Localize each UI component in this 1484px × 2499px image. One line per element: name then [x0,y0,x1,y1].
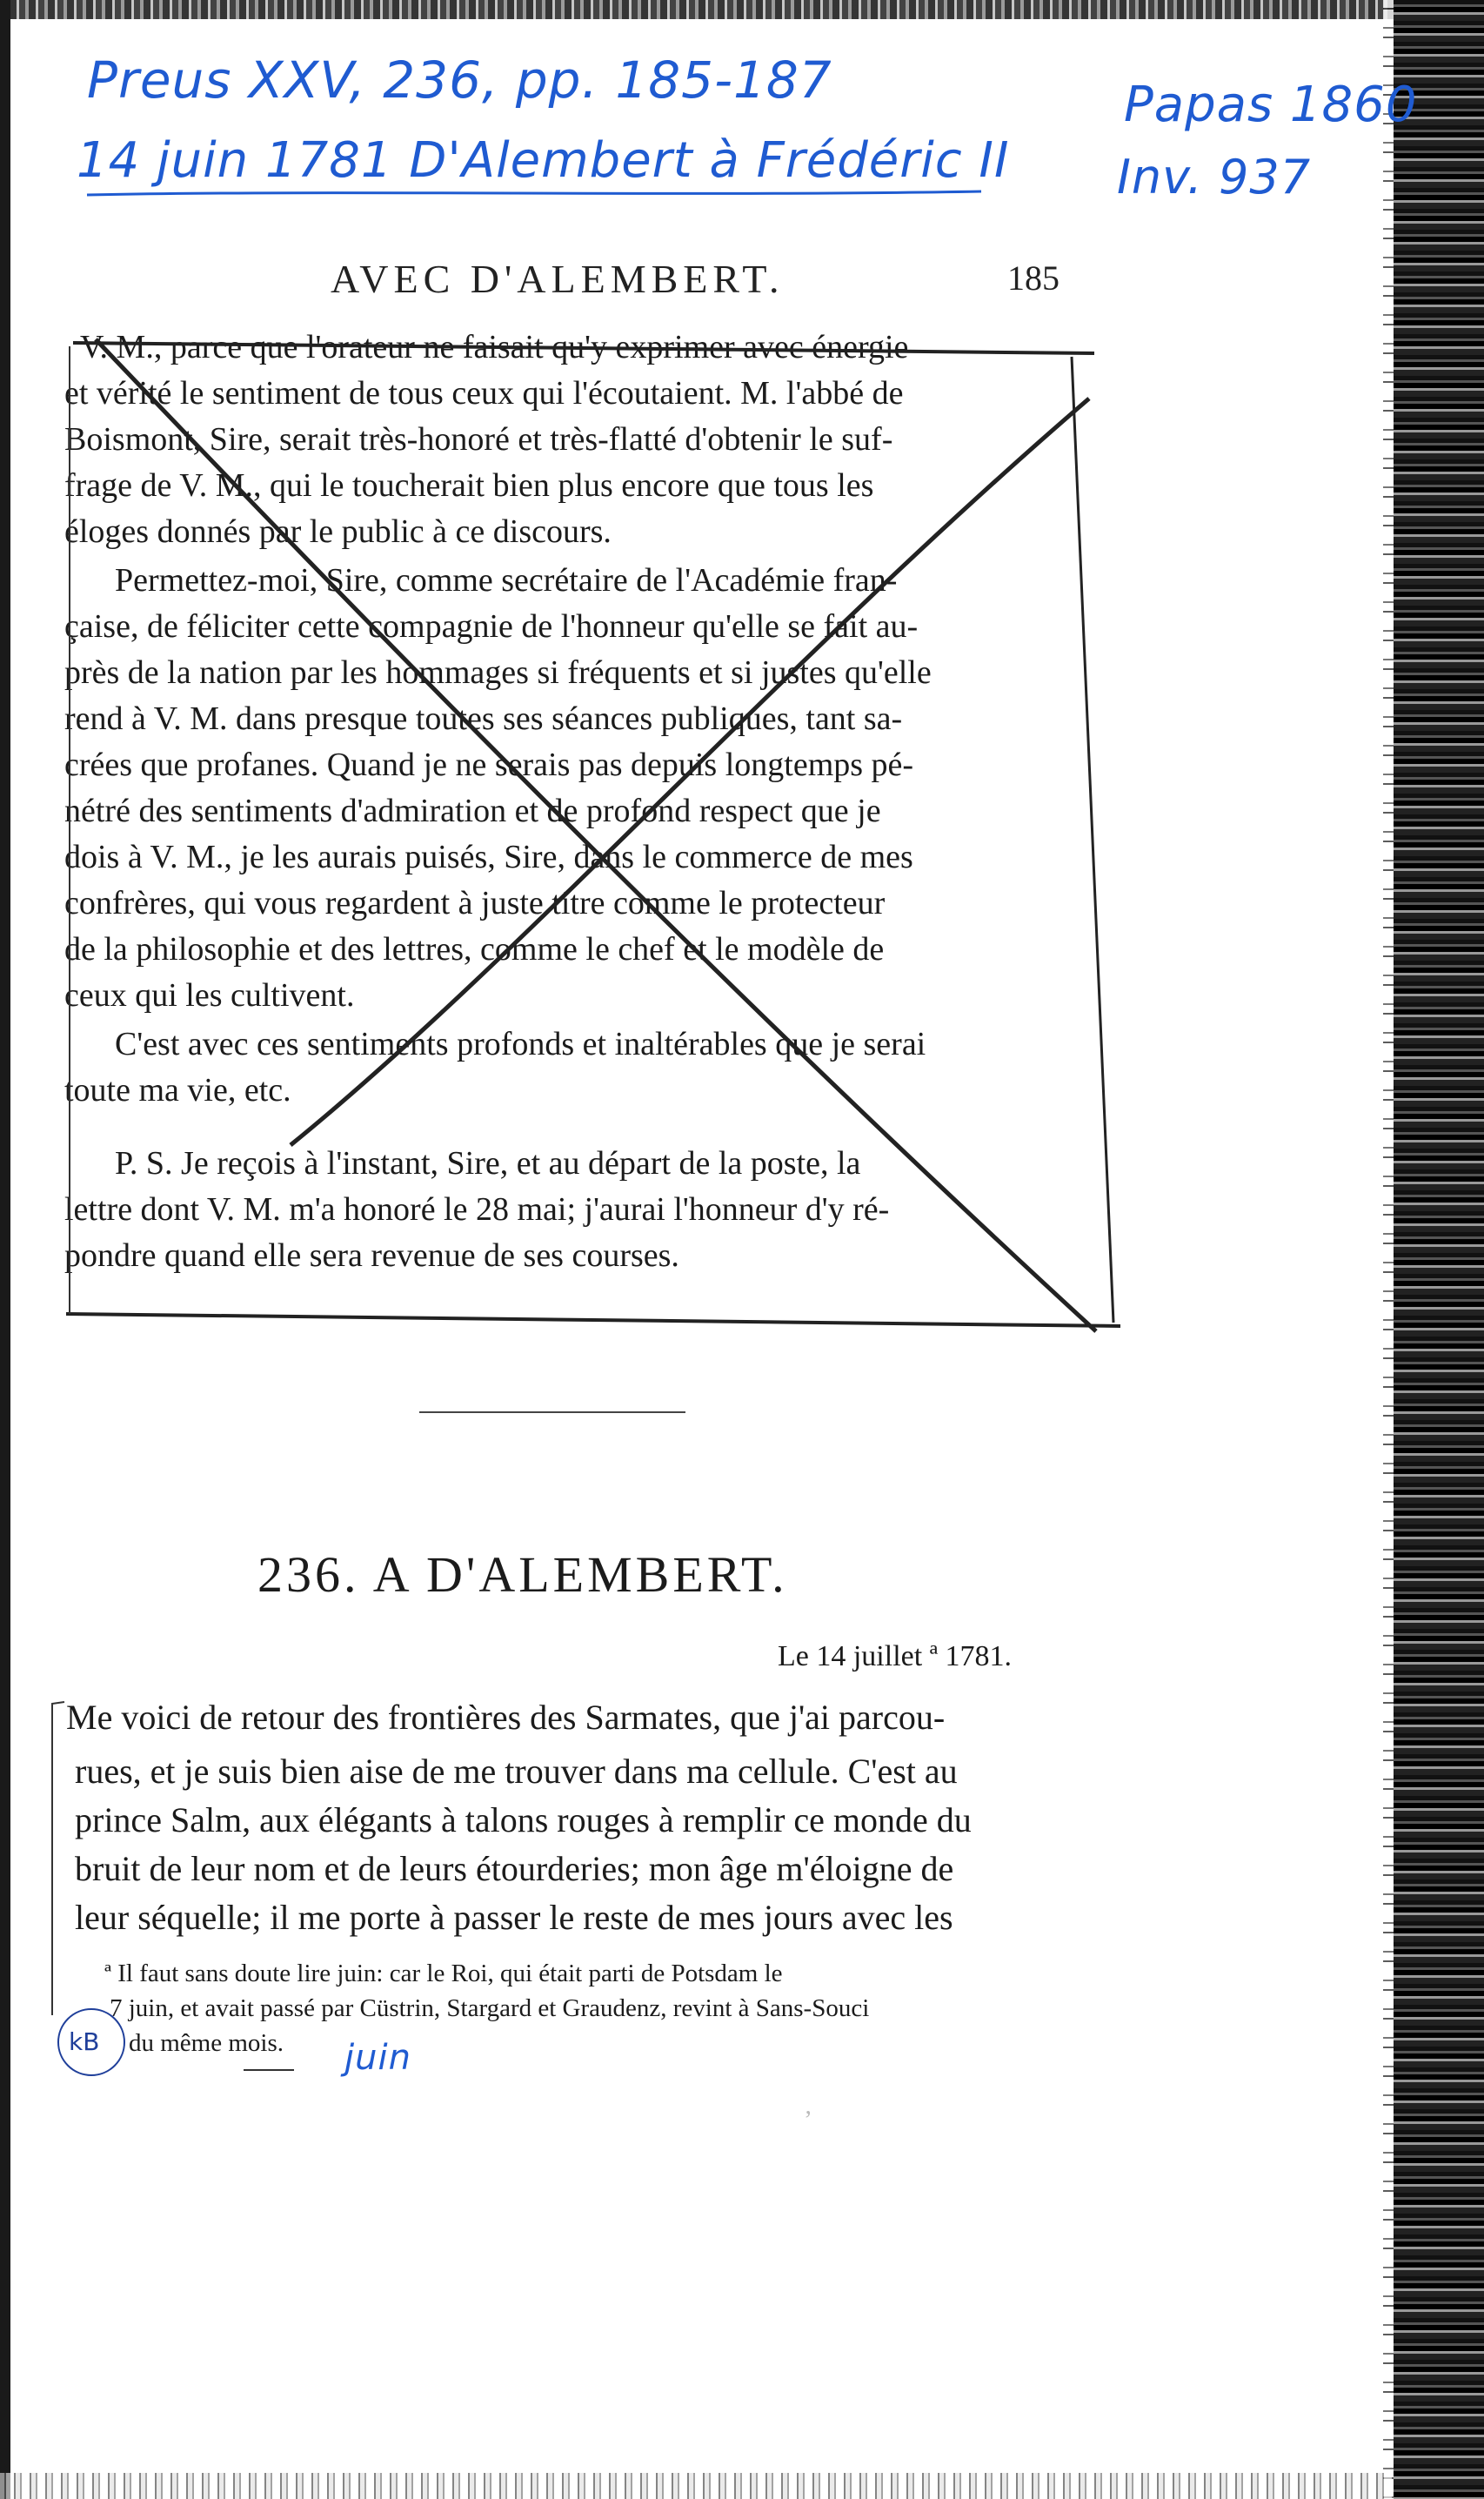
crossed-line: lettre dont V. M. m'a honoré le 28 mai; j'aurai l'honneur d'y ré- [64,1191,890,1228]
letter-line: rues, et je suis bien aise de me trouver dans ma cellule. C'est au [75,1752,958,1791]
annotation-date-correspondents: 14 juin 1781 D'Alembert à Frédéric II [77,132,1010,189]
faint-bleed-mark: ʼ [804,2106,812,2134]
annotation-collection: Papas 1860 [1124,77,1418,133]
box-top-line [73,343,1094,353]
box-right-line [1072,357,1113,1323]
crossed-line: de la philosophie et des lettres, comme le chef et le modèle de [64,931,885,968]
annotation-margin-word: juin [344,2038,411,2078]
page-number: 185 [1007,258,1060,298]
crossed-line: pondre quand elle sera revenue de ses courses. [64,1237,679,1274]
section-divider [419,1411,685,1413]
crossed-line: V. M., parce que l'orateur ne faisait qu'y exprimer avec énergie [80,329,909,365]
crossed-line: près de la nation par les hommages si fréquents et si justes qu'elle [64,654,932,691]
crossed-line: dois à V. M., je les aurais puisés, Sire, dans le commerce de mes [64,839,913,875]
crossed-line: rend à V. M. dans presque toutes ses séances publiques, tant sa- [64,700,903,737]
box-bottom-line [66,1314,1120,1326]
crossed-line: P. S. Je reçois à l'instant, Sire, et au départ de la poste, la [115,1145,861,1182]
letter-heading: 236. A D'ALEMBERT. [257,1546,788,1603]
crossed-line: C'est avec ces sentiments profonds et inaltérables que je serai [115,1026,926,1062]
crossed-line: crées que profanes. Quand je ne serais pas depuis longtemps pé- [64,747,914,783]
annotation-reference: Preus XXV, 236, pp. 185-187 [87,50,832,110]
letter-line: bruit de leur nom et de leurs étourderies; mon âge m'éloigne de [75,1849,954,1888]
crossed-line: Permettez-moi, Sire, comme secrétaire de l'Académie fran- [115,562,898,599]
crossed-line: Boismont, Sire, serait très-honoré et très-flatté d'obtenir le suf- [64,421,893,458]
cross-stroke-right [291,399,1089,1145]
crossed-line: toute ma vie, etc. [64,1072,291,1109]
letter-line: Me voici de retour des frontières des Sarmates, que j'ai parcou- [66,1698,946,1737]
letter-date: Le 14 juillet ª 1781. [778,1640,1013,1672]
margin-bracket [0,0,174,2499]
crossed-line: frage de V. M., qui le toucherait bien plus encore que tous les [64,467,874,504]
annotation-inventory: Inv. 937 [1117,150,1312,204]
cross-stroke-left [96,339,1096,1331]
crossed-line: nétré des sentiments d'admiration et de profond respect que je [64,793,881,829]
letter-line: prince Salm, aux élégants à talons rouges à remplir ce monde du [75,1800,972,1839]
crossed-line: éloges donnés par le public à ce discours. [64,513,612,550]
footnote-line: ª Il faut sans doute lire juin: car le Roi, qui était parti de Potsdam le [104,1960,783,1987]
crossed-line: ceux qui les cultivent. [64,977,355,1014]
crossed-line: confrères, qui vous regardent à juste titre comme le protecteur [64,885,886,921]
crossed-line: et vérité le sentiment de tous ceux qui l'écoutaient. M. l'abbé de [64,375,904,412]
footnote-underline [244,2069,294,2071]
footnote-line: du même mois. [129,2029,284,2057]
letter-line: leur séquelle; il me porte à passer le reste de mes jours avec les [75,1898,953,1937]
footnote-line: 7 juin, et avait passé par Cüstrin, Stargard et Graudenz, revint à Sans-Souci [110,1994,870,2022]
circled-mark-text: kB [69,2027,100,2056]
crossed-line: çaise, de féliciter cette compagnie de l'honneur qu'elle se fait au- [64,608,919,645]
running-head-title: AVEC D'ALEMBERT. [331,257,785,301]
